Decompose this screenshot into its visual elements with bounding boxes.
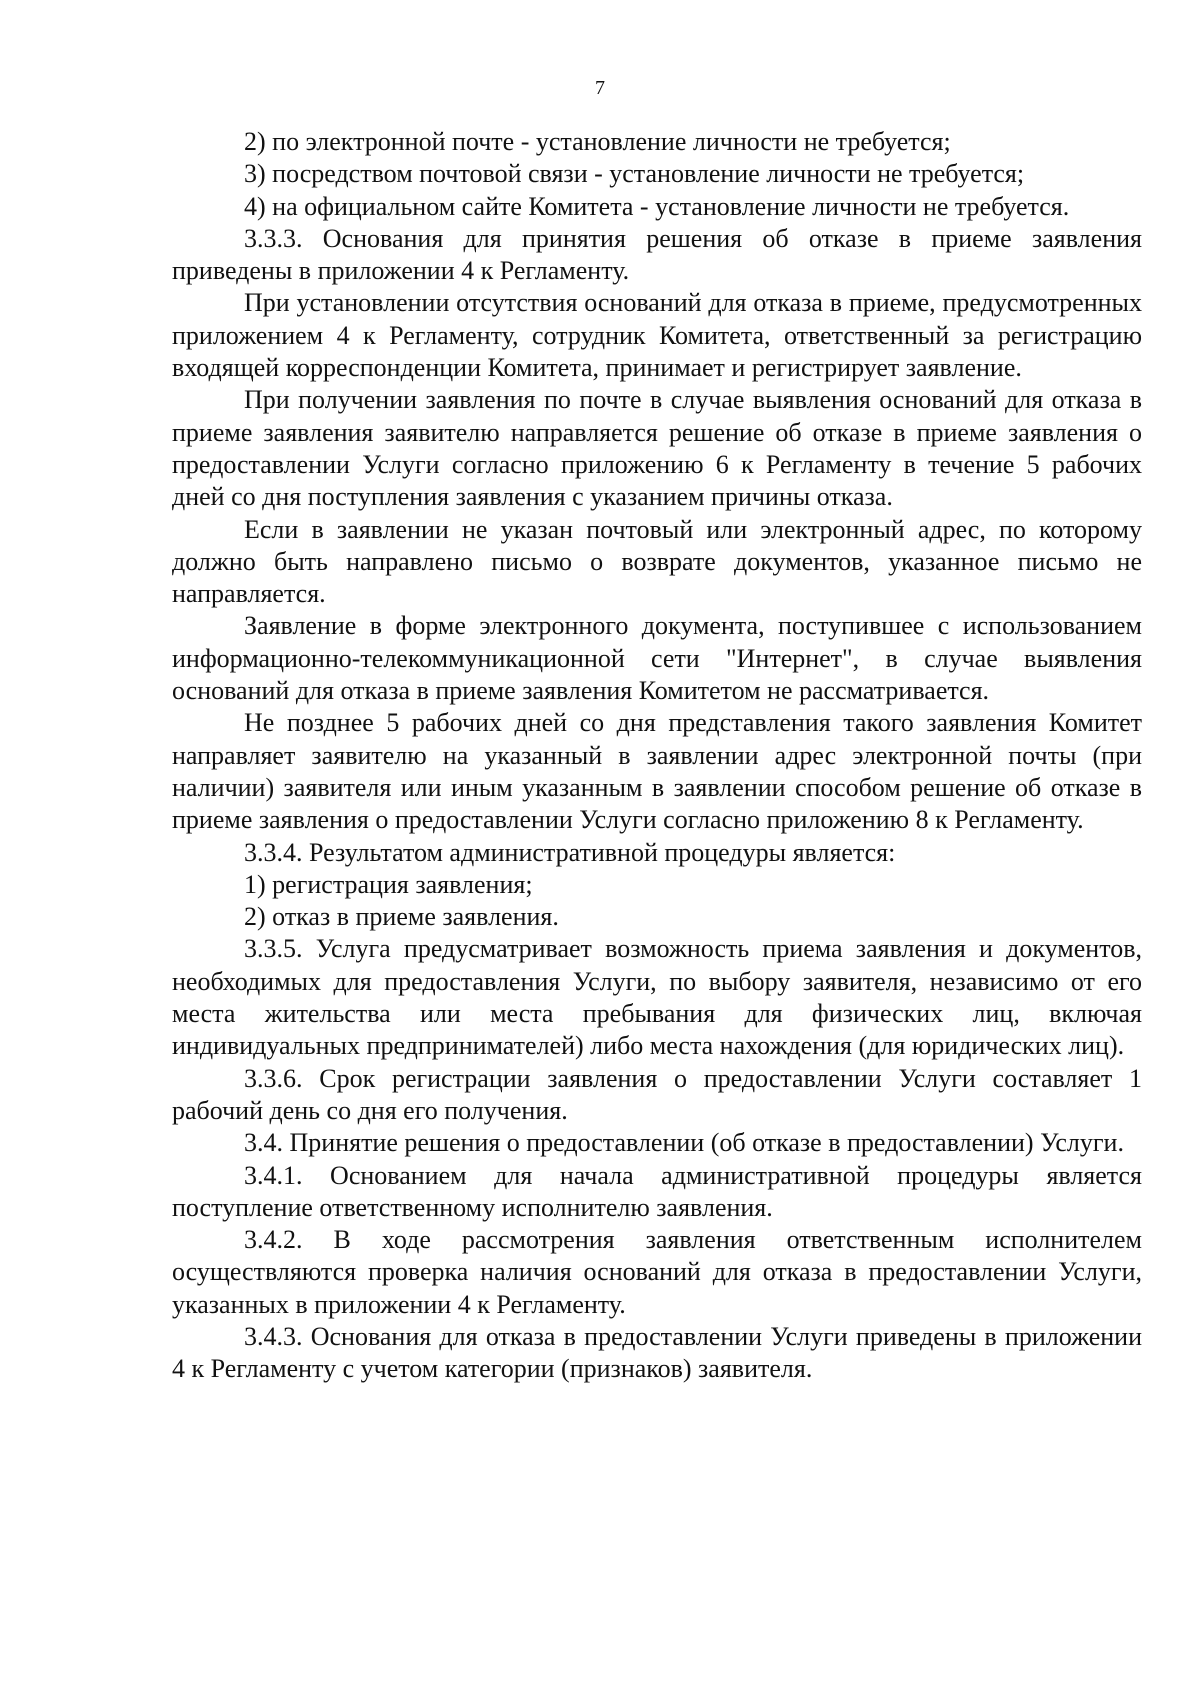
paragraph: 3.3.6. Срок регистрации заявления о предоставлении Услуги составляет 1 рабочий день со дня его получения. — [172, 1063, 1142, 1125]
list-item: 2) по электронной почте - установление личности не требуется; — [244, 127, 951, 156]
paragraph: Если в заявлении не указан почтовый или электронный адрес, по которому должно быть направлено письмо о возврате документов, указанное письмо не направляется. — [172, 514, 1142, 609]
paragraph: 3.4. Принятие решения о предоставлении (об отказе в предоставлении) Услуги. — [244, 1128, 1124, 1158]
paragraph: 3.4.2. В ходе рассмотрения заявления ответственным исполнителем осуществляются проверка наличия оснований для отказа в предоставлении Услуги, указанных в приложении 4 к Регламенту. — [172, 1225, 1142, 1319]
paragraph: 3.4.1. Основанием для начала административной процедуры является поступление ответственному исполнителю заявления. — [172, 1160, 1142, 1222]
paragraph: При получении заявления по почте в случае выявления оснований для отказа в приеме заявления заявителю направляется решение об отказе в приеме заявления о предоставлении Услуги согласно приложению 6 к Регламенту в течение 5 рабочих дней со дня поступления заявления с указанием причины отказа. — [172, 385, 1142, 512]
list-item: 3) посредством почтовой связи - установление личности не требуется; — [244, 159, 1025, 189]
list-item: 2) отказ в приеме заявления. — [244, 902, 559, 932]
paragraph: При установлении отсутствия оснований для отказа в приеме, предусмотренных приложением 4 к Регламенту, сотрудник Комитета, ответственный за регистрацию входящей корреспонденции Комитета, принимает и регистрирует заявление. — [172, 288, 1142, 383]
list-item: 4) на официальном сайте Комитета - установление личности не требуется. — [244, 191, 1070, 221]
page-number: 7 — [595, 77, 605, 99]
paragraph: Не позднее 5 рабочих дней со дня представления такого заявления Комитет направляет заявителю на указанный в заявлении адрес электронной почты (при наличии) заявителя или иным указанным в заявлении способом решение об отказе в приеме заявления о предоставлении Услуги согласно приложению 8 к Регламенту. — [172, 708, 1142, 835]
document-body — [172, 126, 1142, 1386]
paragraph: Заявление в форме электронного документа, поступившее с использованием информационно-телекоммуникационной сети "Интернет", в случае выявления оснований для отказа в приеме заявления Комитетом не рассматривается. — [172, 611, 1142, 706]
paragraph: 3.4.3. Основания для отказа в предоставлении Услуги приведены в приложении 4 к Регламенту с учетом категории (признаков) заявителя. — [172, 1321, 1142, 1384]
list-item: 1) регистрация заявления; — [244, 869, 533, 899]
paragraph: 3.3.5. Услуга предусматривает возможность приема заявления и документов, необходимых для предоставления Услуги, по выбору заявителя, независимо от его места жительства или места пребывания для физических лиц, включая индивидуальных предпринимателей) либо места нахождения (для юридических лиц). — [172, 934, 1142, 1061]
paragraph: 3.3.3. Основания для принятия решения об отказе в приеме заявления приведены в приложении 4 к Регламенту. — [172, 223, 1142, 286]
list-item: 3.3.4. Результатом административной процедуры является: — [244, 837, 896, 867]
